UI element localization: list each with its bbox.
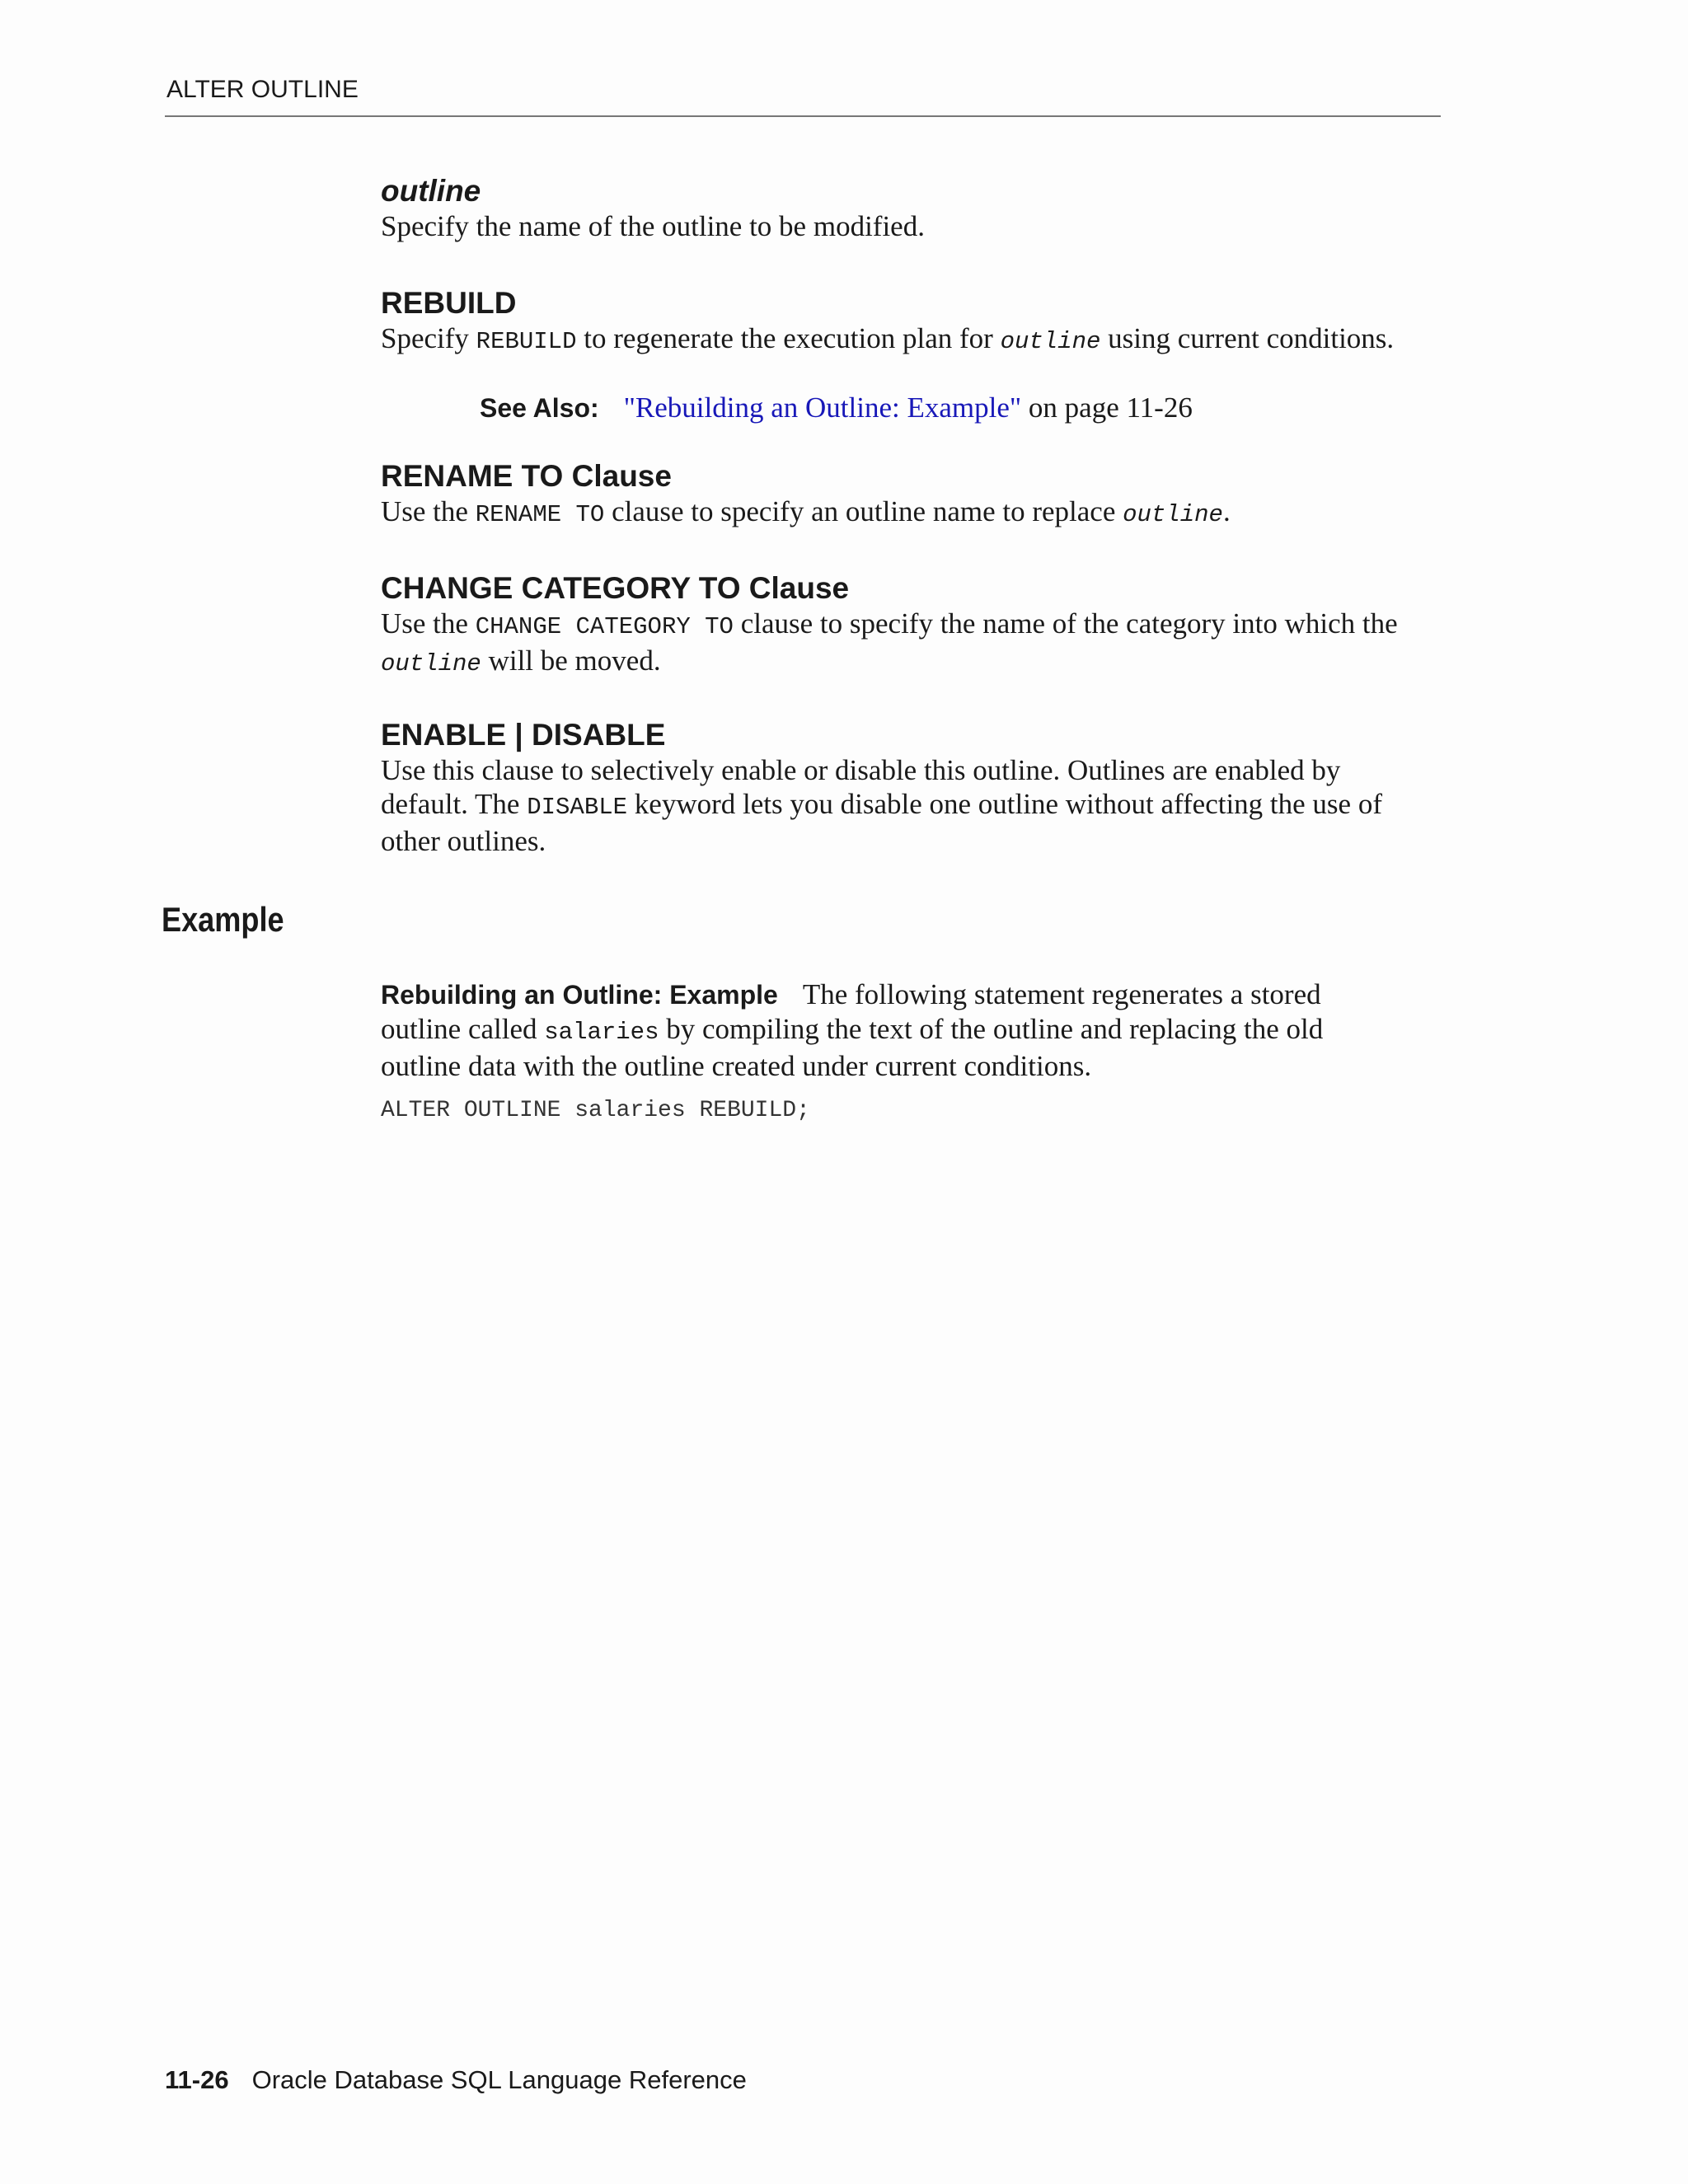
code-disable: DISABLE (527, 794, 628, 821)
see-also-note (480, 391, 1193, 425)
outline-section (381, 173, 1444, 243)
code-change-category-to: CHANGE CATEGORY TO (475, 613, 734, 640)
running-header: ALTER OUTLINE (166, 76, 359, 103)
example-text: Rebuilding an Outline: Example The following statement regenerates a stored outline called salaries by compiling the text of the outline and replacing the old outline data with the outline created under current conditions. (381, 978, 1324, 1082)
outline-heading: outline (381, 174, 481, 208)
code-outline: outline (1000, 328, 1101, 355)
rename-heading: RENAME TO Clause (381, 459, 672, 493)
code-outline: outline (1123, 501, 1223, 528)
see-also-page-ref: on page 11-26 (1021, 391, 1193, 424)
enable-disable-section (381, 717, 1444, 858)
outline-text: Specify the name of the outline to be modified. (381, 210, 925, 242)
change-category-section (381, 570, 1444, 681)
page-number: 11-26 (165, 2065, 229, 2094)
rename-text: Use the RENAME TO clause to specify an outline name to replace outline. (381, 495, 1231, 528)
see-also-label: See Also: (480, 393, 599, 423)
rebuild-text: Specify REBUILD to regenerate the execution plan for outline using current conditions. (381, 322, 1395, 355)
example-heading: Example (162, 900, 284, 939)
code-outline: outline (381, 650, 481, 677)
code-rebuild: REBUILD (476, 328, 577, 355)
code-rename-to: RENAME TO (475, 501, 605, 528)
rename-section (381, 458, 1444, 532)
change-category-text: Use the CHANGE CATEGORY TO clause to specify the name of the category into which the outline will be moved. (381, 607, 1398, 677)
page-footer (165, 2065, 747, 2095)
example-subheading: Rebuilding an Outline: Example (381, 980, 778, 1010)
code-salaries: salaries (544, 1019, 659, 1046)
enable-disable-heading: ENABLE | DISABLE (381, 718, 666, 752)
code-example: ALTER OUTLINE salaries REBUILD; (381, 1098, 810, 1123)
see-also-link[interactable]: "Rebuilding an Outline: Example" (623, 391, 1022, 424)
book-title: Oracle Database SQL Language Reference (251, 2065, 747, 2094)
rebuild-heading: REBUILD (381, 286, 517, 320)
example-section (381, 977, 1444, 1083)
enable-disable-text: Use this clause to selectively enable or disable this outline. Outlines are enabled by default. The DISABLE keyword lets you disable one outline without affecting the use of other outlines. (381, 754, 1382, 857)
header-rule (165, 115, 1441, 117)
change-category-heading: CHANGE CATEGORY TO Clause (381, 571, 850, 605)
rebuild-section (381, 285, 1444, 359)
